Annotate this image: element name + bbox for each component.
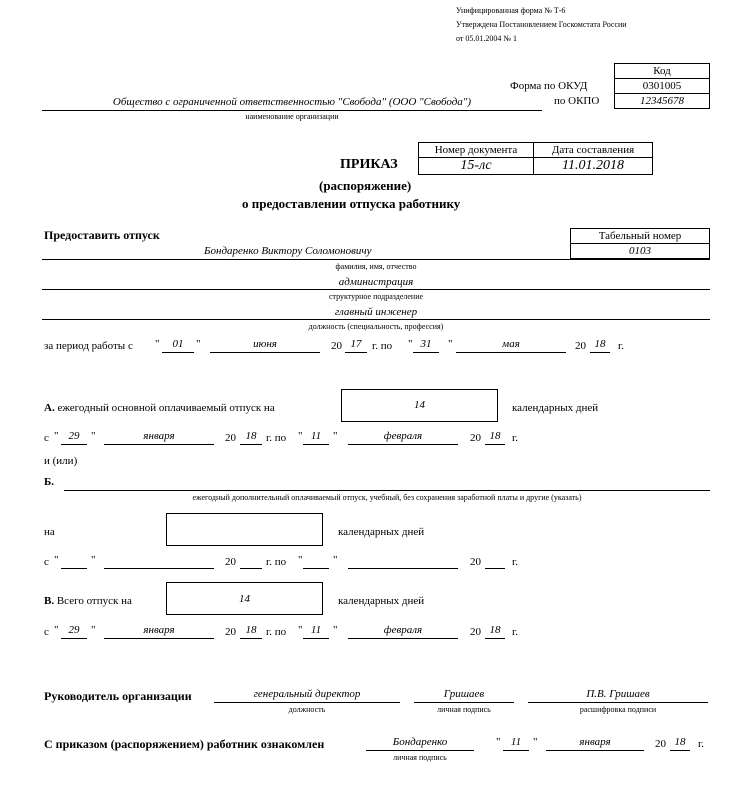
section-v-letter: В. Всего отпуск на — [44, 595, 132, 607]
section-a-to-day: 11 — [310, 430, 322, 442]
century: 20 — [575, 340, 586, 352]
century: 20 — [225, 626, 236, 638]
quote: " — [333, 554, 338, 566]
position-caption: должность (специальность, профессия) — [308, 322, 444, 331]
period-from-year: 17 — [350, 338, 362, 350]
g: г. — [512, 626, 519, 638]
line — [590, 352, 610, 353]
line — [214, 702, 400, 703]
section-b-na: на — [44, 526, 55, 538]
section-a-days-label: календарных дней — [512, 402, 599, 414]
section-v-from-year: 18 — [245, 624, 257, 636]
acknowledge-sign-caption: личная подпись — [393, 753, 447, 762]
quote: " — [196, 338, 201, 350]
period-to-day: 31 — [420, 338, 432, 350]
line — [162, 352, 194, 353]
quote: " — [54, 430, 59, 442]
line — [303, 638, 329, 639]
doc-subject: о предоставлении отпуска работнику — [242, 196, 461, 211]
quote: " — [155, 338, 160, 350]
g: г. — [698, 738, 705, 750]
section-b-days-box[interactable] — [166, 513, 323, 546]
section-b-from-month-line[interactable] — [104, 568, 214, 569]
section-a-from-year: 18 — [245, 430, 257, 442]
period-g: г. — [618, 340, 625, 352]
line — [348, 638, 458, 639]
quote: " — [298, 554, 303, 566]
section-b-to-day-line[interactable] — [303, 568, 329, 569]
position-line — [42, 319, 710, 320]
line — [528, 702, 708, 703]
tab-number-value: 0103 — [570, 243, 710, 259]
doc-number-header: Номер документа — [418, 142, 534, 158]
okpo-label: по ОКПО — [554, 95, 600, 107]
quote: " — [496, 736, 501, 748]
doc-date-header: Дата составления — [533, 142, 653, 158]
quote: " — [298, 430, 303, 442]
period-from-day: 01 — [172, 338, 184, 350]
line — [345, 352, 367, 353]
quote: " — [91, 430, 96, 442]
line — [503, 750, 529, 751]
line — [670, 750, 690, 751]
section-v-from-month: января — [143, 624, 175, 636]
head-decoded-caption: расшифровка подписи — [579, 705, 657, 714]
doc-number-value: 15-лс — [418, 157, 534, 175]
line — [485, 444, 505, 445]
quote: " — [333, 430, 338, 442]
form-header-line1: Унифицированная форма № Т-6 — [456, 6, 566, 15]
century: 20 — [470, 432, 481, 444]
section-b-from-day-line[interactable] — [61, 568, 87, 569]
line — [104, 444, 214, 445]
organization-caption: наименование организации — [245, 112, 339, 121]
section-a-to-year: 18 — [489, 430, 501, 442]
section-v-label: Всего отпуск на — [56, 595, 132, 607]
employee-name-line — [42, 259, 710, 260]
section-b-to-month-line[interactable] — [348, 568, 458, 569]
acknowledge-sign: Бондаренко — [392, 736, 448, 748]
organization-name: Общество с ограниченной ответственностью "Свобода" (ООО "Свобода") — [112, 96, 472, 108]
section-v-to-year: 18 — [489, 624, 501, 636]
section-v-days: 14 — [239, 593, 250, 605]
quote: " — [298, 624, 303, 636]
section-a-from-month: января — [143, 430, 175, 442]
section-b-label: Б. — [44, 476, 55, 488]
employee-name-caption: фамилия, имя, отчество — [335, 262, 417, 271]
period-from-month: июня — [253, 338, 277, 350]
period-po: г. по — [372, 340, 393, 352]
g: г. — [512, 556, 519, 568]
quote: " — [448, 338, 453, 350]
form-header-line3: от 05.01.2004 № 1 — [456, 34, 518, 43]
line — [61, 444, 87, 445]
okud-value: 0301005 — [614, 78, 710, 94]
century: 20 — [470, 626, 481, 638]
line — [210, 352, 320, 353]
section-a-days: 14 — [414, 399, 425, 411]
department-value: администрация — [338, 276, 414, 288]
line — [456, 352, 566, 353]
section-a-label: ежегодный основной оплачиваемый отпуск на — [57, 402, 275, 414]
department-caption: структурное подразделение — [328, 292, 424, 301]
g: г. — [512, 432, 519, 444]
section-v-to-month: февраля — [383, 624, 423, 636]
line — [240, 444, 262, 445]
doc-date-value: 11.01.2018 — [533, 157, 653, 175]
doc-title: ПРИКАЗ — [340, 157, 398, 172]
line — [303, 444, 329, 445]
grant-leave-label: Предоставить отпуск — [44, 228, 160, 242]
doc-subtitle: (распоряжение) — [319, 178, 412, 193]
century: 20 — [225, 432, 236, 444]
quote: " — [333, 624, 338, 636]
head-position-caption: должность — [288, 705, 326, 714]
quote: " — [54, 554, 59, 566]
head-sign-caption: личная подпись — [437, 705, 491, 714]
head-decoded: П.В. Гришаев — [586, 688, 650, 700]
quote: " — [91, 624, 96, 636]
tab-number-header: Табельный номер — [570, 228, 710, 244]
line — [366, 750, 474, 751]
kod-header: Код — [614, 63, 710, 79]
or-label: и (или) — [44, 455, 78, 467]
section-b-line — [64, 490, 710, 491]
period-to-month: мая — [502, 338, 520, 350]
head-label: Руководитель организации — [44, 689, 192, 703]
section-a-po: г. по — [266, 432, 287, 444]
section-b-s: с — [44, 556, 49, 568]
head-sign: Гришаев — [443, 688, 485, 700]
section-v-days-label: календарных дней — [338, 595, 425, 607]
position-value: главный инженер — [334, 306, 418, 318]
section-b-days-label: календарных дней — [338, 526, 425, 538]
acknowledge-label: С приказом (распоряжением) работник ознакомлен — [44, 737, 325, 751]
section-v-from-day: 29 — [68, 624, 80, 636]
section-a-s: с — [44, 432, 49, 444]
line — [61, 638, 87, 639]
head-position: генеральный директор — [253, 688, 361, 700]
section-v-s: с — [44, 626, 49, 638]
quote: " — [54, 624, 59, 636]
century: 20 — [655, 738, 666, 750]
employee-name: Бондаренко Виктору Соломоновичу — [204, 245, 372, 257]
century: 20 — [225, 556, 236, 568]
section-b-from-year-line[interactable] — [240, 568, 262, 569]
section-a-letter: А. ежегодный основной оплачиваемый отпуск на — [44, 402, 275, 414]
okud-label: Форма по ОКУД — [510, 80, 588, 92]
form-header-line2: Утверждена Постановлением Госкомстата России — [456, 20, 627, 29]
acknowledge-day: 11 — [510, 736, 522, 748]
line — [413, 352, 439, 353]
department-line — [42, 289, 710, 290]
period-prefix: за период работы с — [44, 340, 133, 352]
line — [240, 638, 262, 639]
acknowledge-year: 18 — [674, 736, 686, 748]
line — [485, 638, 505, 639]
section-b-caption: ежегодный дополнительный оплачиваемый отпуск, учебный, без сохранения заработной платы и другие (указать) — [192, 493, 582, 502]
okpo-value: 12345678 — [614, 93, 710, 109]
century: 20 — [470, 556, 481, 568]
section-a-to-month: февраля — [383, 430, 423, 442]
section-a-from-day: 29 — [68, 430, 80, 442]
quote: " — [533, 736, 538, 748]
line — [104, 638, 214, 639]
line — [348, 444, 458, 445]
acknowledge-month: января — [579, 736, 611, 748]
quote: " — [408, 338, 413, 350]
line — [546, 750, 644, 751]
period-to-year: 18 — [594, 338, 606, 350]
century: 20 — [331, 340, 342, 352]
section-v-po: г. по — [266, 626, 287, 638]
section-b-po: г. по — [266, 556, 287, 568]
line — [414, 702, 514, 703]
organization-line — [42, 110, 542, 111]
section-b-to-year-line[interactable] — [485, 568, 505, 569]
quote: " — [91, 554, 96, 566]
section-v-to-day: 11 — [310, 624, 322, 636]
